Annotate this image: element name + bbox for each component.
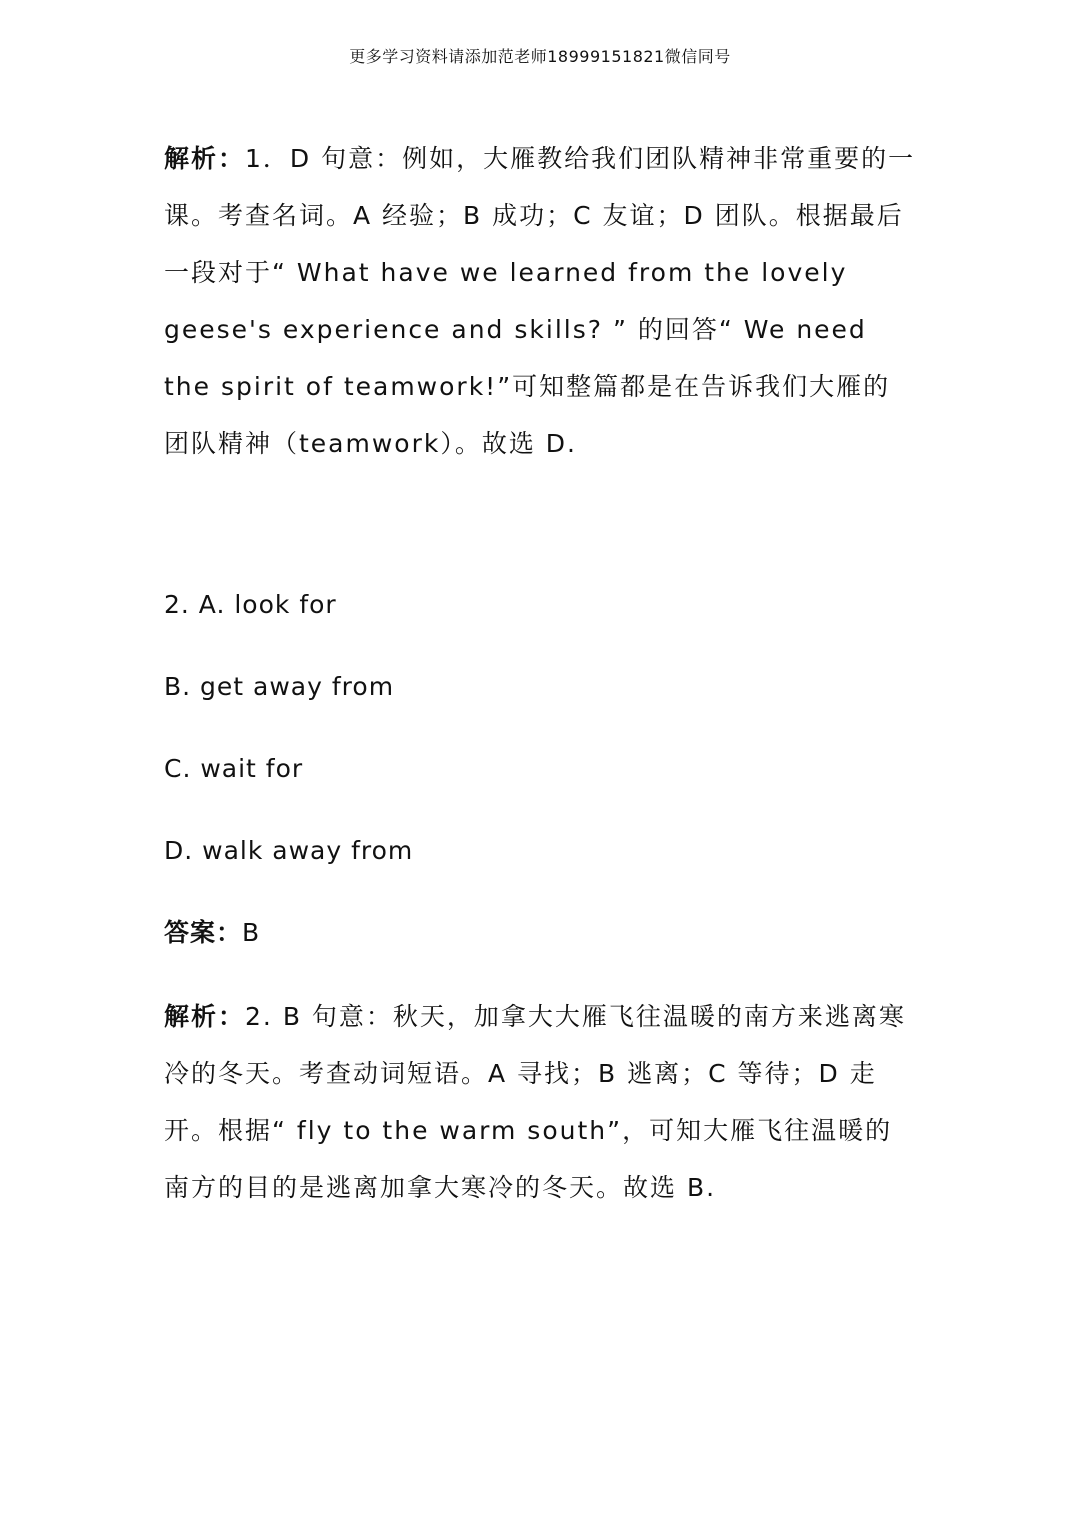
analysis-2-label: 解析： (164, 1002, 246, 1031)
analysis-1-text: 1．D 句意：例如，大雁教给我们团队精神非常重要的一课。考查名词。A 经验；B 成功；C 友谊；D 团队。根据最后一段对于“ What have we learned from the lovely geese's experience and skills? ” 的回答“ We need the spirit of teamwork!”可知整篇都是在告诉我们大雁的团队精神（teamwork）。故选 D. (164, 144, 916, 458)
answer-2-label: 答案： (164, 918, 243, 947)
question-2-option-c: C. wait for (164, 754, 304, 783)
analysis-2 (164, 988, 916, 1216)
analysis-1 (164, 130, 916, 472)
analysis-2-text: 2. B 句意：秋天，加拿大大雁飞往温暖的南方来逃离寒冷的冬天。考查动词短语。A 寻找；B 逃离；C 等待；D 走开。根据“ fly to the warm south”，可知大雁飞往温暖的南方的目的是逃离加拿大寒冷的冬天。故选 B. (164, 1002, 906, 1202)
answer-2 (164, 913, 916, 953)
question-2-option-b: B. get away from (164, 672, 395, 701)
answer-2-value: B (242, 918, 261, 947)
question-2-option-a: 2. A. look for (164, 590, 337, 619)
page-header: 更多学习资料请添加范老师18999151821微信同号 (349, 47, 731, 66)
question-2-option-d: D. walk away from (164, 836, 414, 865)
analysis-1-label: 解析： (164, 144, 246, 173)
